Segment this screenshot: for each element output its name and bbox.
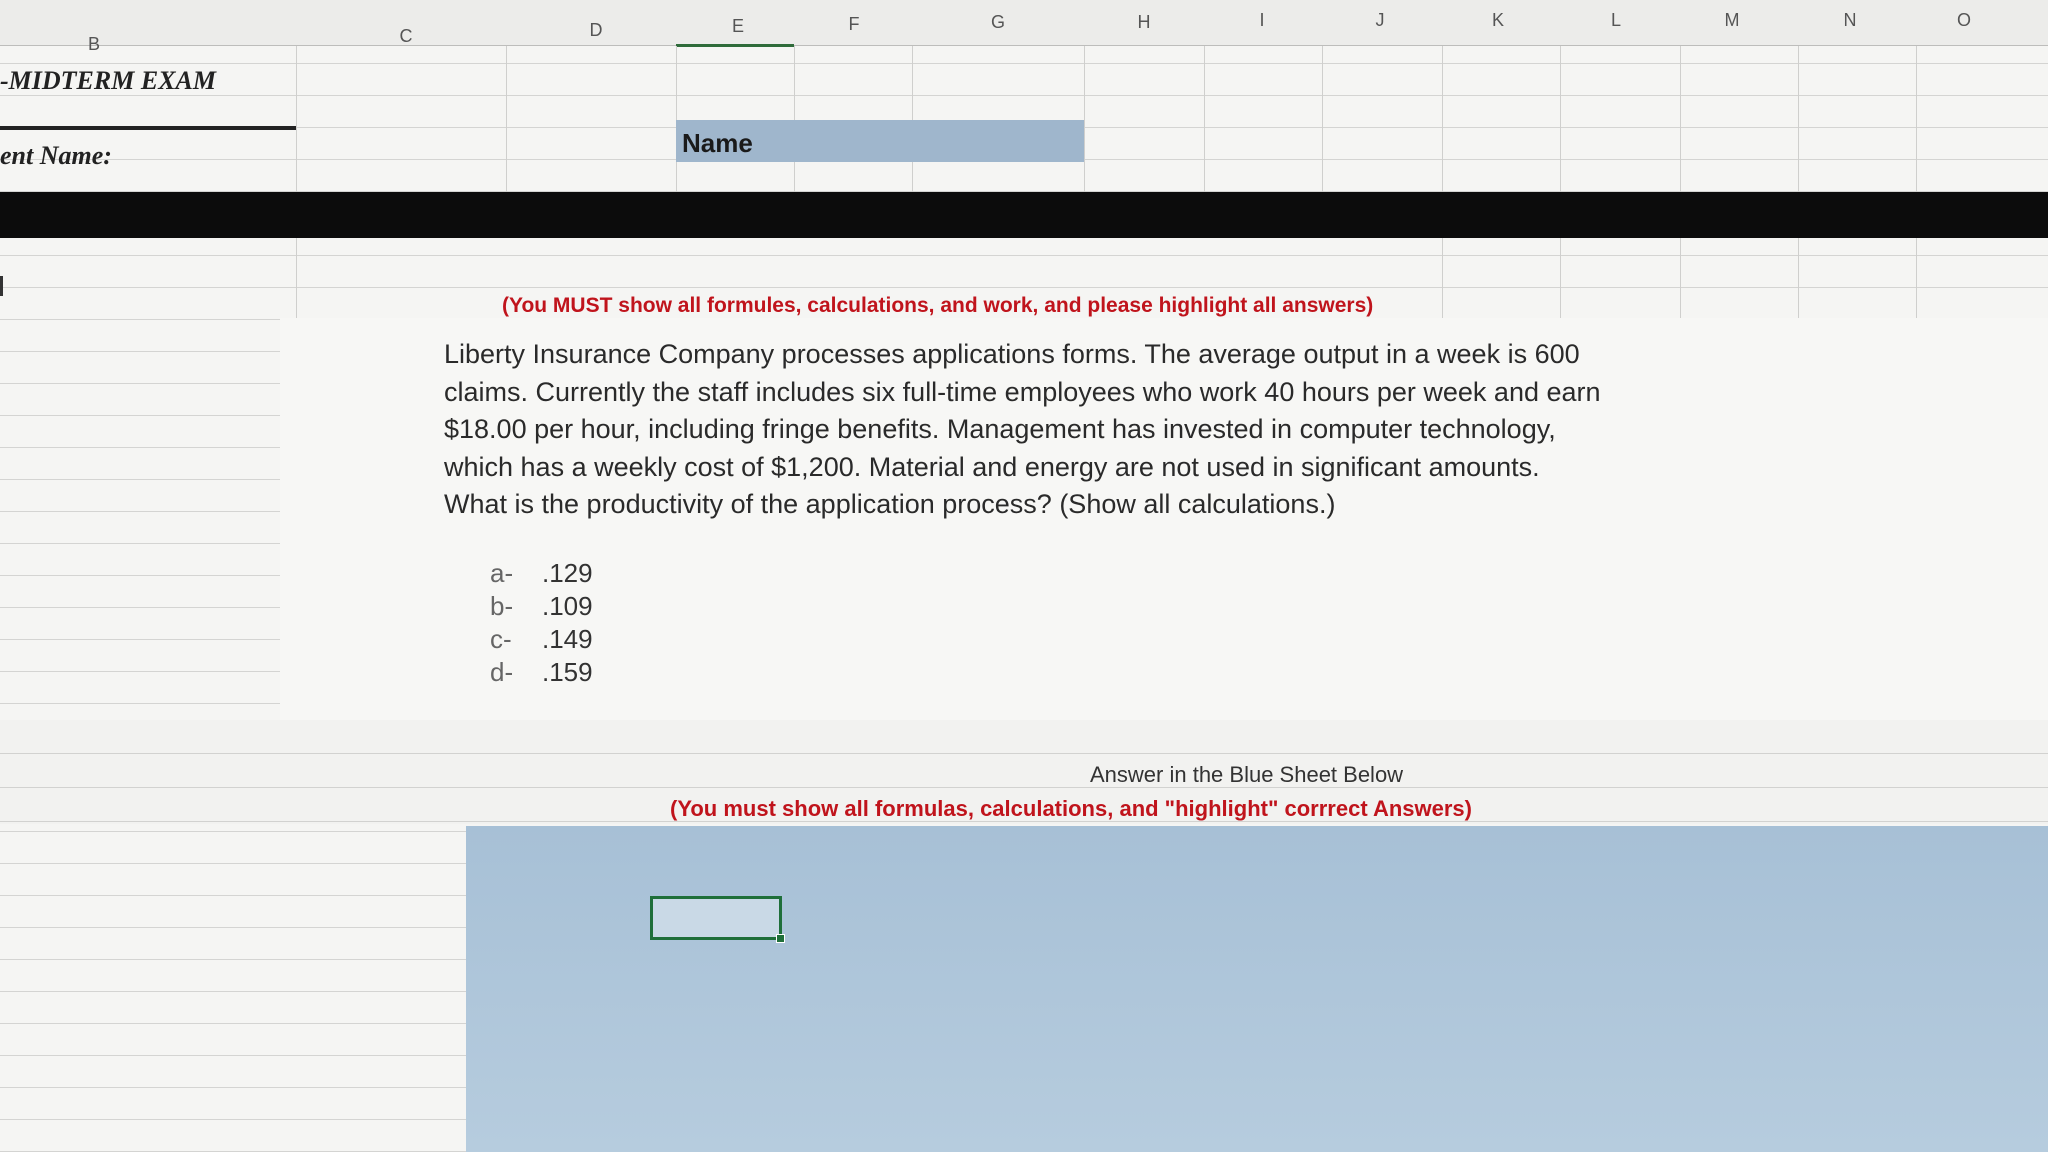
question-line: claims. Currently the staff includes six full-time employees who work 40 hours per week and earn xyxy=(444,376,1601,407)
gridline xyxy=(912,46,913,192)
column-header-c[interactable]: C xyxy=(399,26,413,46)
gridline xyxy=(794,46,795,192)
student-name-label: ent Name: xyxy=(0,141,112,170)
gridline xyxy=(676,46,677,192)
question-line: What is the productivity of the application process? (Show all calculations.) xyxy=(444,489,1336,519)
gridline xyxy=(1322,46,1323,192)
choice-value: .109 xyxy=(542,591,593,621)
row-marker xyxy=(0,276,3,296)
question-line: which has a weekly cost of $1,200. Material and energy are not used in significant amounts. xyxy=(444,451,1540,482)
black-divider-band xyxy=(0,192,2048,238)
choice-letter: c- xyxy=(490,624,512,654)
answer-blue-sheet[interactable] xyxy=(466,826,2048,1152)
column-header-b[interactable]: B xyxy=(87,34,100,54)
gridline xyxy=(1680,46,1681,318)
column-header-g[interactable]: G xyxy=(990,12,1005,32)
question-text xyxy=(444,336,1764,524)
choice-letter: d- xyxy=(490,657,514,687)
choice-letter: b- xyxy=(490,591,514,621)
gridline xyxy=(1204,46,1205,192)
column-header-k[interactable]: K xyxy=(1491,10,1504,30)
gridline xyxy=(1442,46,1443,318)
column-header-f[interactable]: F xyxy=(848,14,860,34)
title-underline xyxy=(0,126,296,130)
gridline xyxy=(1084,46,1085,192)
gridline xyxy=(1916,46,1917,318)
exam-title: -MIDTERM EXAM xyxy=(0,66,216,95)
selected-cell[interactable] xyxy=(650,896,782,940)
choice-a[interactable] xyxy=(490,558,593,589)
instruction-top: (You MUST show all formules, calculations, and work, and please highlight all answers) xyxy=(502,294,1374,317)
active-column-indicator xyxy=(676,44,794,47)
choice-c[interactable] xyxy=(490,624,593,655)
gridline xyxy=(506,46,507,192)
choice-value: .159 xyxy=(542,657,593,687)
column-header-m[interactable]: M xyxy=(1724,10,1740,30)
fill-handle[interactable] xyxy=(776,934,785,943)
gridline xyxy=(1798,46,1799,318)
choice-d[interactable] xyxy=(490,657,593,688)
column-header-i[interactable]: I xyxy=(1259,10,1265,30)
instruction-bottom: (You must show all formulas, calculations, and "highlight" corrrect Answers) xyxy=(670,796,1472,821)
column-header-j[interactable]: J xyxy=(1375,10,1385,30)
choice-b[interactable] xyxy=(490,591,593,622)
gridline xyxy=(1560,46,1561,318)
column-header-d[interactable]: D xyxy=(589,20,603,40)
column-header-h[interactable]: H xyxy=(1137,12,1151,32)
column-header-o[interactable]: O xyxy=(1956,10,1971,30)
column-header-e[interactable]: E xyxy=(731,16,744,36)
choice-value: .129 xyxy=(542,558,593,588)
answer-label: Answer in the Blue Sheet Below xyxy=(1090,762,1404,787)
question-line: Liberty Insurance Company processes applications forms. The average output in a week is 600 xyxy=(444,339,1580,369)
choice-letter: a- xyxy=(490,558,514,588)
name-cell-value: Name xyxy=(682,128,753,158)
question-line: $18.00 per hour, including fringe benefits. Management has invested in computer technology, xyxy=(444,414,1556,444)
column-header-row xyxy=(0,0,2048,54)
column-header-l[interactable]: L xyxy=(1610,10,1621,30)
column-header-n[interactable]: N xyxy=(1843,10,1857,30)
choice-value: .149 xyxy=(542,624,593,654)
